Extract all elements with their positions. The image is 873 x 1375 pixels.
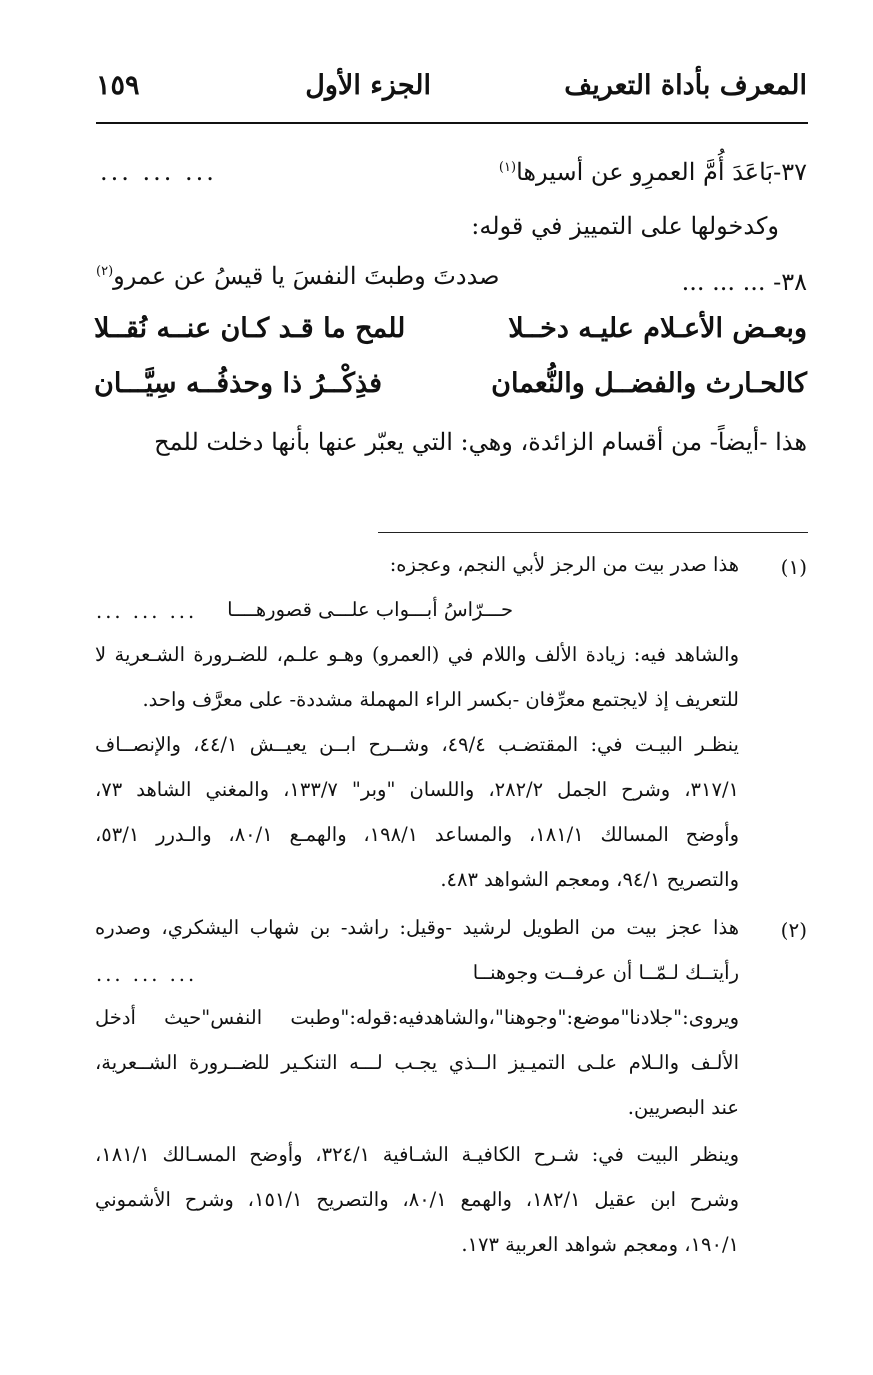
alfiya-verse-1-second-half: للمح ما قـد كـان عنــه نُقــلا xyxy=(94,313,406,344)
footnote-2-number: (٢) xyxy=(780,918,807,942)
alfiya-verse-2-second-half: فذِكْــرُ ذا وحذفُــه سِيَّـــان xyxy=(94,368,383,399)
footnote-separator xyxy=(378,532,808,533)
footnote-2-line-4: الألـف والـلام علـى التميـيز الــذي يجـب لـــه التنكـير للضــرورة الشــعرية، xyxy=(95,1051,739,1074)
footnote-1-line-4: للتعريف إذ لايجتمع معرِّفان -بكسر الراء المهملة مشددة- على معرَّف واحد. xyxy=(142,688,739,711)
footnote-2-line-8: ١٩٠/١، ومعجم شواهد العربية ١٧٣. xyxy=(461,1233,739,1256)
verse-38-text: صددتَ وطبتَ النفسَ يا قيسُ عن عمرو xyxy=(113,262,500,290)
verse-38 xyxy=(96,262,500,290)
footnote-1-line-8: والتصريح ٩٤/١، ومعجم الشواهد ٤٨٣. xyxy=(440,868,739,891)
verse-37 xyxy=(499,158,807,186)
footnote-ref-1: (١) xyxy=(498,160,517,175)
header-rule xyxy=(96,122,808,124)
footnote-ref-2: (٢) xyxy=(96,264,114,279)
footnote-1-verse: حـــرّاسُ أبـــواب علـــى قصورهــــا xyxy=(227,598,513,621)
alfiya-verse-1-first-half: وبعـض الأعـلام عليـه دخــلا xyxy=(508,313,807,344)
footnote-1-line-1: هذا صدر بيت من الرجز لأبي النجم، وعجزه: xyxy=(389,553,739,576)
alfiya-verse-2-first-half: كالحـارث والفضــل والنُّعمان xyxy=(491,368,807,399)
verse-38-number-dots: ٣٨- ... ... ... xyxy=(681,268,807,296)
footnote-2-line-6: وينظر البيت في: شـرح الكافيـة الشـافية ٣٢٤/١، وأوضح المسـالك ١٨١/١، xyxy=(95,1143,740,1166)
footnote-2-line-1: هذا عجز بيت من الطويل لرشيد -وقيل: راشد- بن شهاب اليشكري، وصدره xyxy=(95,916,739,939)
footnote-2-line-3: ويروى:"جلادنا"موضع:"وجوهنا"،والشاهدفيه:قوله:"وطبت النفس"حيث أدخل xyxy=(95,1006,739,1029)
footnote-1-line-6: ٣١٧/١، وشرح الجمل ٢٨٢/٢، واللسان "وبر" ١٣٣/٧، والمغني الشاهد ٧٣، xyxy=(95,778,740,801)
footnote-1-line-7: وأوضح المسالك ١٨١/١، والمساعد ١٩٨/١، والهمـع ٨٠/١، والـدرر ٥٣/١، xyxy=(95,823,740,846)
verse-37-dots: ... ... ... xyxy=(100,158,217,186)
body-line-final: هذا -أيضاً- من أقسام الزائدة، وهي: التي يعبّر عنها بأنها دخلت للمح xyxy=(154,428,807,456)
verse-37-text: ٣٧-بَاعَدَ أُمَّ العمرِو عن أسيرها xyxy=(516,158,807,186)
footnote-1-line-3: والشاهد فيه: زيادة الألف واللام في (العمرو) وهـو علـم، للضـرورة الشـعرية لا xyxy=(95,643,739,666)
footnote-2-line-7: وشرح ابن عقيل ١٨٢/١، والهمع ٨٠/١، والتصريح ١٥١/١، وشرح الأشموني xyxy=(95,1188,740,1211)
footnote-2-verse-dots: ... ... ... xyxy=(96,963,198,986)
footnote-1-line-5: ينظـر البيـت في: المقتضـب ٤٩/٤، وشــرح ابــن يعيــش ٤٤/١، والإنصــاف xyxy=(95,733,739,756)
footnote-1-verse-dots: ... ... ... xyxy=(96,600,198,623)
running-title: المعرف بأداة التعريف xyxy=(564,70,807,101)
part-label: الجزء الأول xyxy=(305,70,431,101)
footnote-2-line-5: عند البصريين. xyxy=(627,1096,739,1119)
body-line-intro: وكدخولها على التمييز في قوله: xyxy=(471,212,779,240)
footnote-1-number: (١) xyxy=(780,555,807,579)
footnote-2-verse: رأيتــك لـمّــا أن عرفــت وجوهنــا xyxy=(472,961,739,984)
page-number: ١٥٩ xyxy=(96,70,140,101)
